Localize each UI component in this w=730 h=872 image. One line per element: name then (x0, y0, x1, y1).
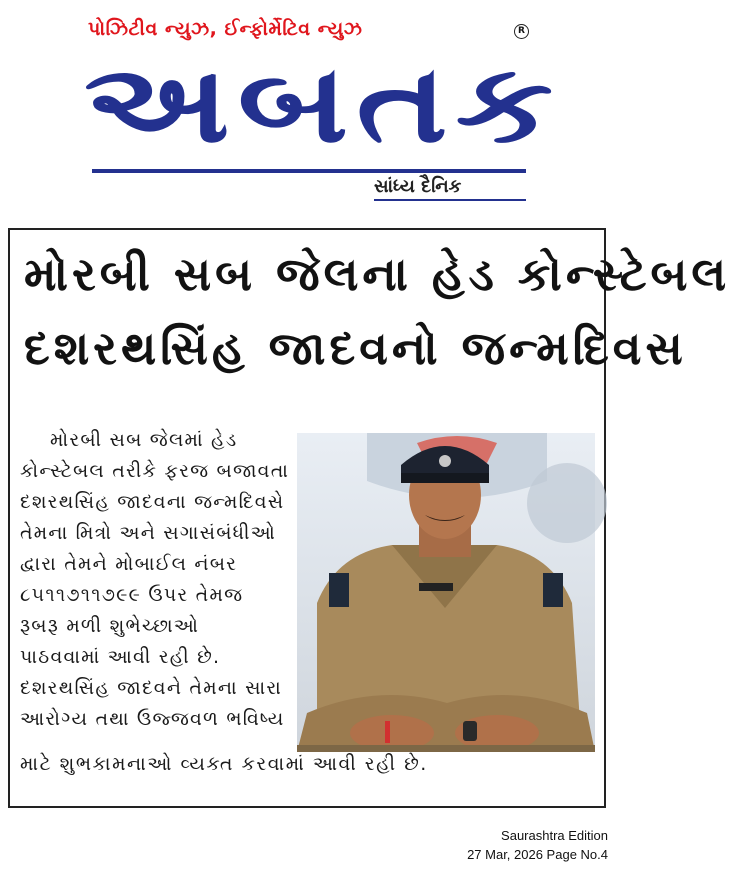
body-line-2: કોન્સ્ટેબલ તરીકે ફરજ બજાવતા (20, 460, 290, 482)
edition-footer (467, 826, 608, 864)
edition-date-page: 27 Mar, 2026 Page No.4 (467, 847, 608, 862)
tagline: પોઝિટીવ ન્યુઝ, ઈન્ફોર્મેટિવ ન્યુઝ (88, 18, 363, 40)
body-line-6: ૮૫૧૧૭૧૧૭૯૯ ઉપર તેમજ (20, 584, 244, 606)
body-line-4: તેમના મિત્રો અને સગાસંબંધીઓ (20, 522, 277, 544)
body-line-3: દશરથસિંહ જાદવના જન્મદિવસે (20, 491, 285, 513)
officer-portrait-image (297, 433, 595, 752)
edition-name: Saurashtra Edition (501, 828, 608, 843)
brand-logo: અબતક (84, 42, 561, 167)
body-line-8: પાઠવવામાં આવી રહી છે. (20, 646, 221, 668)
registered-mark-icon: R (514, 24, 529, 39)
body-line-11: માટે શુભકામનાઓ વ્યક્ત કરવામાં આવી રહી છે. (20, 753, 428, 775)
logo-underline (92, 169, 526, 173)
body-line-1: મોરબી સબ જેલમાં હેડ (50, 429, 238, 451)
body-line-7: રૂબરૂ મળી શુભેચ્છાઓ (20, 615, 200, 637)
body-line-9: દશરથસિંહ જાદવને તેમના સારા (20, 677, 283, 699)
portrait-photo (297, 433, 595, 752)
masthead (0, 0, 618, 215)
article-box (8, 228, 730, 808)
headline-line-1: મોરબી સબ જેલના હેડ કોન્સ્ટેબલ (24, 247, 730, 301)
body-line-10: આરોગ્ય તથા ઉજ્જવળ ભવિષ્ય (20, 708, 285, 730)
body-line-5: દ્વારા તેમને મોબાઈલ નંબર (20, 553, 238, 575)
subtitle-rule (374, 199, 526, 201)
headline-line-2: દશરથસિંહ જાદવનો જન્મદિવસ (24, 321, 687, 375)
masthead-subtitle: સાંધ્ય દૈનિક (374, 176, 462, 197)
